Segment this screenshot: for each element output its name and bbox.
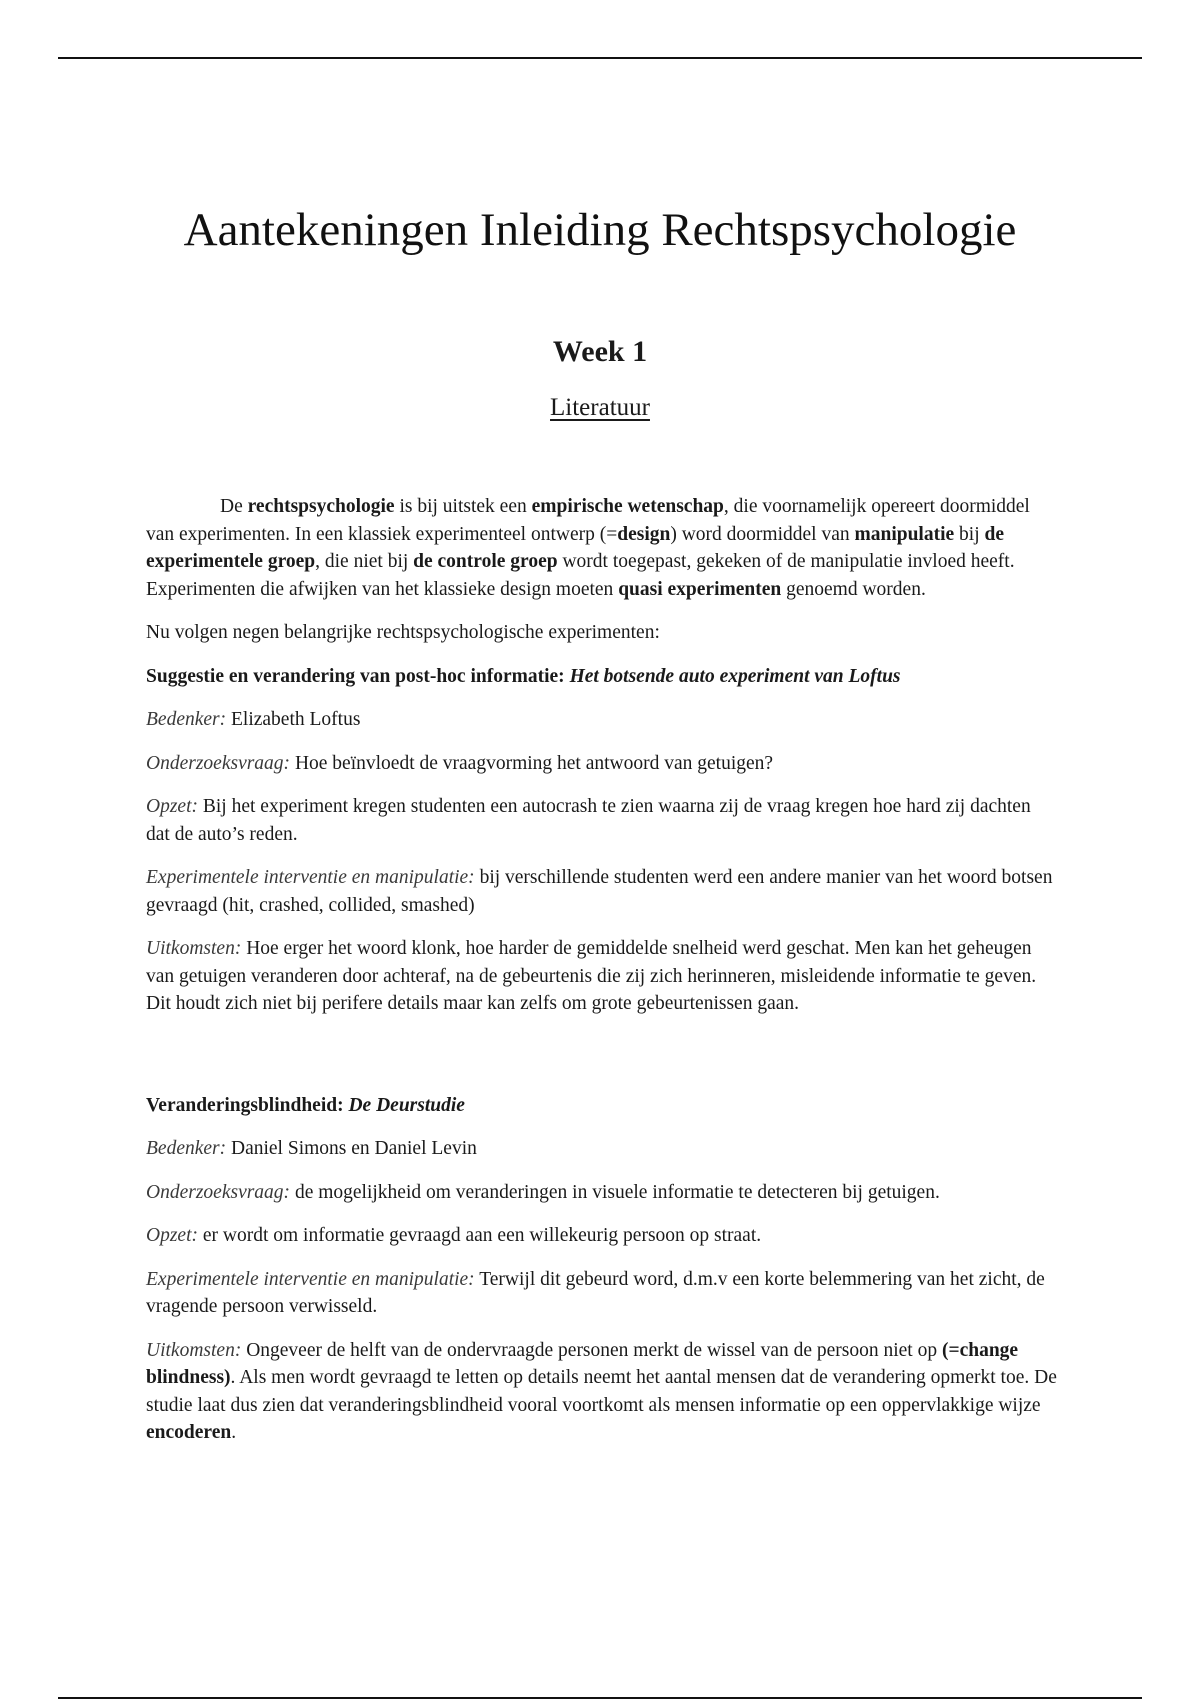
field-label: Onderzoeksvraag: <box>146 752 291 774</box>
literature-heading <box>0 392 1200 424</box>
field-value: Bij het experiment kregen studenten een autocrash te zien waarna zij de vraag kregen hoe hard zij dachten dat de auto’s reden. <box>146 796 1031 845</box>
intro-term: quasi experimenten <box>618 578 782 600</box>
field-value: bij verschillende studenten werd een andere manier van het woord botsen gevraagd (hit, crashed, collided, smashed) <box>146 867 1053 916</box>
field-value: Hoe erger het woord klonk, hoe harder de gemiddelde snelheid werd geschat. Men kan het geheugen van getuigen veranderen door achteraf, na de gebeurtenis die zij zich herinneren, misleidende informatie te geven. Dit houdt zich niet bij perifere details maar kan zelfs om grote gebeurtenissen gaan. <box>146 938 1037 1014</box>
field-label: Experimentele interventie en manipulatie: <box>146 1268 475 1290</box>
literature-heading-text: Literatuur <box>550 394 650 421</box>
experiment-name: De Deurstudie <box>348 1094 465 1116</box>
experiment-heading <box>146 1092 1058 1120</box>
experiment-opzet <box>146 1222 1058 1250</box>
intro-text: , die voornamelijk opereert doormiddel van experimenten. In een klassiek experimenteel ontwerp (= <box>146 496 1030 545</box>
intro-paragraph <box>146 493 1058 603</box>
field-label: Bedenker: <box>146 709 227 730</box>
field-value: Terwijl dit gebeurd word, d.m.v een korte belemmering van het zicht, de vragende persoon verwisseld. <box>146 1268 1045 1317</box>
document-title: Aantekeningen Inleiding Rechtspsychologie <box>183 204 1017 256</box>
intro-term: empirische wetenschap <box>531 496 724 517</box>
field-label: Uitkomsten: <box>146 938 242 959</box>
intro-term: design <box>617 523 671 545</box>
field-term: (=change blindness) <box>146 1339 1019 1388</box>
experiment-topic: Veranderingsblindheid: <box>146 1094 344 1116</box>
experiment-onderzoeksvraag <box>146 1179 1058 1207</box>
intro-term: de experimentele groep <box>146 523 1005 572</box>
intro-term: manipulatie <box>854 523 955 545</box>
intro-term: rechtspsychologie <box>247 496 395 517</box>
field-term: encoderen <box>146 1422 232 1443</box>
intro-text: is bij uitstek een <box>394 496 532 517</box>
lead-paragraph: Nu volgen negen belangrijke rechtspsychologische experimenten: <box>146 622 660 643</box>
field-value: er wordt om informatie gevraagd aan een willekeurig persoon op straat. <box>202 1225 762 1246</box>
experiment-uitkomsten <box>146 1337 1058 1447</box>
field-label: Onderzoeksvraag: <box>146 1181 291 1203</box>
experiment-opzet <box>146 793 1058 848</box>
experiment-heading <box>146 663 1058 691</box>
experiment-interventie <box>146 1266 1058 1321</box>
week-heading: Week 1 <box>552 335 648 368</box>
intro-text: wordt toegepast, gekeken of de manipulatie invloed heeft. Experimenten die afwijken van het klassieke design moeten <box>146 551 1015 600</box>
field-value: Daniel Simons en Daniel Levin <box>231 1138 477 1159</box>
intro-term: de controle groep <box>413 551 558 572</box>
top-rule <box>58 57 1142 59</box>
field-value: de mogelijkheid om veranderingen in visuele informatie te detecteren bij getuigen. <box>294 1181 940 1203</box>
field-value: Ongeveer de helft van de ondervraagde personen merkt de wissel van de persoon niet op <box>246 1339 942 1361</box>
experiment-topic: Suggestie en verandering van post-hoc informatie: <box>146 665 565 687</box>
field-label: Opzet: <box>146 1225 198 1246</box>
field-value: . Als men wordt gevraagd te letten op details neemt het aantal mensen dat de verandering opmerkt toe. De studie laat dus zien dat veranderingsblindheid vooral voortkomt als mensen informatie op een oppervlakkige wijze <box>146 1367 1057 1416</box>
experiment-name: Het botsende auto experiment van Loftus <box>569 665 901 687</box>
section-spacer <box>146 1034 1058 1092</box>
bottom-rule <box>58 1697 1142 1699</box>
field-label: Experimentele interventie en manipulatie: <box>146 867 475 888</box>
intro-text: , die niet bij <box>315 551 414 572</box>
field-value: Hoe beïnvloedt de vraagvorming het antwoord van getuigen? <box>294 752 774 774</box>
field-value: Elizabeth Loftus <box>231 709 361 730</box>
field-label: Bedenker: <box>146 1138 227 1159</box>
field-label: Uitkomsten: <box>146 1339 242 1361</box>
intro-text: De <box>220 496 248 517</box>
intro-text: genoemd worden. <box>781 578 926 600</box>
field-value: . <box>231 1422 237 1443</box>
experiment-onderzoeksvraag <box>146 750 1058 778</box>
intro-text: ) word doormiddel van <box>670 523 855 545</box>
intro-text: bij <box>954 523 985 545</box>
document-body <box>146 493 1058 1463</box>
experiment-interventie <box>146 864 1058 919</box>
experiment-uitkomsten <box>146 935 1058 1018</box>
experiment-bedenker <box>146 706 1058 734</box>
experiment-bedenker <box>146 1135 1058 1163</box>
field-label: Opzet: <box>146 796 198 817</box>
